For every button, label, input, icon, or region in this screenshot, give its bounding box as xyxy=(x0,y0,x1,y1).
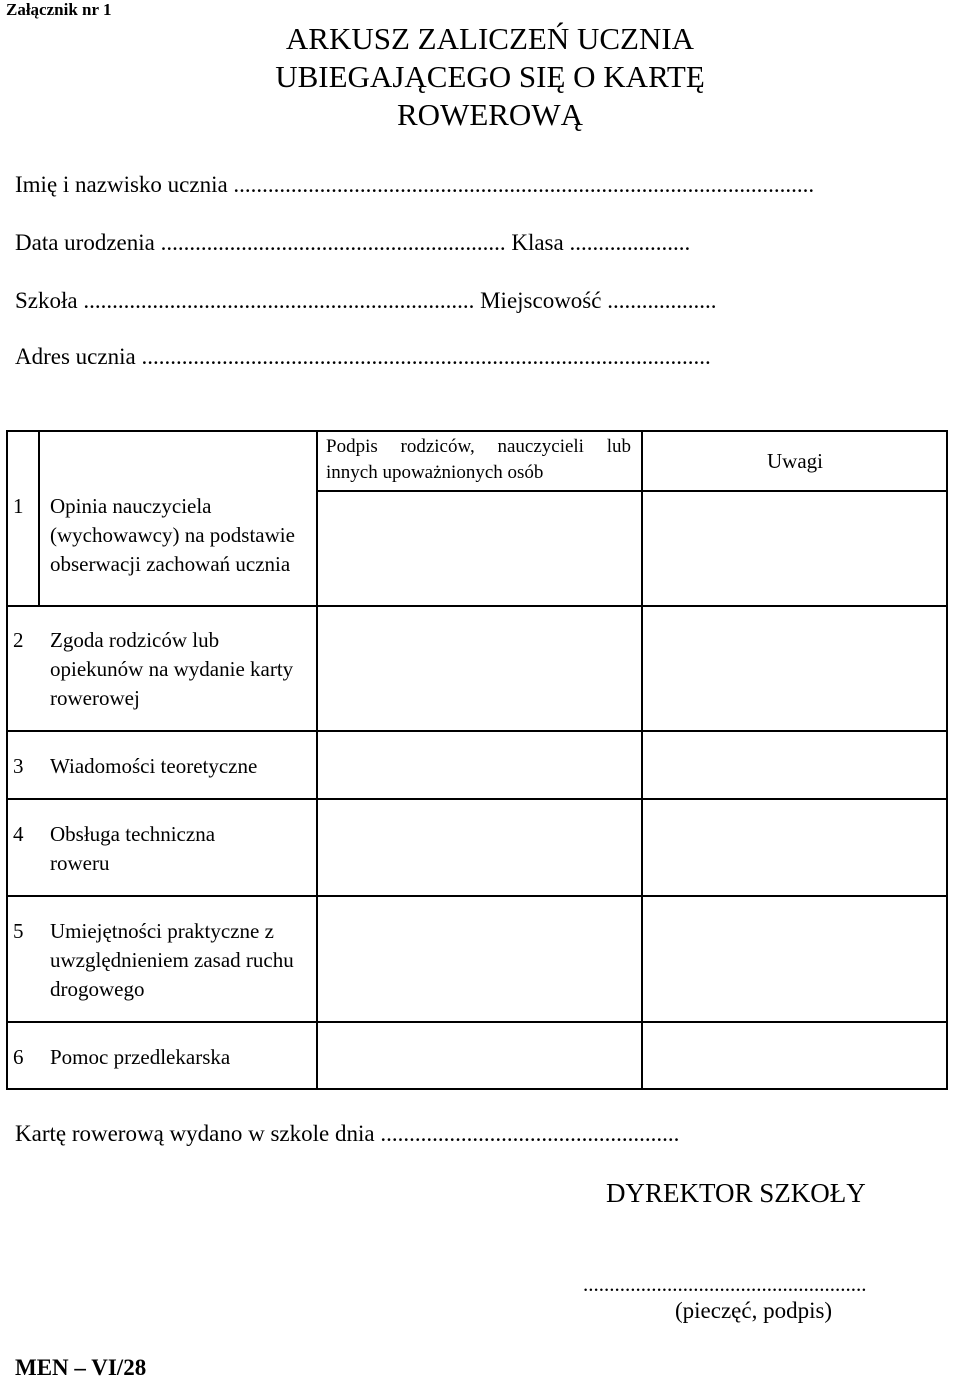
row-label: Umiejętności praktyczne z uwzględnieniem zasad ruchu drogowego xyxy=(50,919,294,1001)
table-border-bottom xyxy=(6,1088,948,1090)
notes-column-header: Uwagi xyxy=(767,449,823,473)
student-address-field: Adres ucznia ................................................................................................... xyxy=(15,344,711,369)
table-border-top xyxy=(6,430,948,432)
title-line-1: ARKUSZ ZALICZEŃ UCZNIA xyxy=(285,21,695,56)
table-border-right xyxy=(946,430,948,1090)
birth-date-class-field: Data urodzenia ............................................................ Klasa ..................... xyxy=(15,230,691,255)
row-divider-1-2-right xyxy=(316,605,948,607)
annex-label: Załącznik nr 1 xyxy=(6,0,112,19)
row-divider-1-2 xyxy=(6,605,316,607)
document-title xyxy=(210,20,770,134)
row-number: 1 xyxy=(13,494,24,518)
row-divider-2-3 xyxy=(6,730,948,732)
header-bottom-line xyxy=(316,490,948,492)
title-line-3: ROWEROWĄ xyxy=(397,97,583,132)
student-name-field: Imię i nazwisko ucznia ..................................................................................................... xyxy=(15,172,815,197)
document-code: MEN – VI/28 xyxy=(15,1355,147,1380)
row-divider-5-6 xyxy=(6,1021,948,1023)
row-number: 3 xyxy=(13,754,24,778)
row-label: Opinia nauczyciela (wychowawcy) na podstawie obserwacji zachowań ucznia xyxy=(50,494,295,576)
row-label: Obsługa techniczna roweru xyxy=(50,822,216,875)
number-column-divider xyxy=(38,430,40,605)
row-divider-4-5 xyxy=(6,895,948,897)
signature-column-header: Podpis rodziców, nauczycieli lub innych upoważnionych osób xyxy=(326,436,631,483)
school-city-field: Szkoła .................................................................... Miejscowość ................... xyxy=(15,288,717,313)
row-number: 2 xyxy=(13,628,24,652)
issue-date-field: Kartę rowerową wydano w szkole dnia .................................................... xyxy=(15,1121,680,1146)
row-number: 4 xyxy=(13,822,24,846)
row-label: Wiadomości teoretyczne xyxy=(50,754,258,778)
signature-caption: (pieczęć, podpis) xyxy=(675,1298,833,1323)
title-line-2: UBIEGAJĄCEGO SIĘ O KARTĘ xyxy=(275,59,705,94)
row-divider-3-4 xyxy=(6,798,948,800)
director-heading: DYREKTOR SZKOŁY xyxy=(606,1178,866,1208)
row-label: Zgoda rodziców lub opiekunów na wydanie karty rowerowej xyxy=(50,628,294,710)
signature-line: ...................................................... xyxy=(583,1272,867,1296)
row-number: 5 xyxy=(13,919,24,943)
notes-column-left xyxy=(641,430,643,1090)
row-label: Pomoc przedlekarska xyxy=(50,1045,231,1069)
table-border-left xyxy=(6,430,8,1090)
row-number: 6 xyxy=(13,1045,24,1069)
